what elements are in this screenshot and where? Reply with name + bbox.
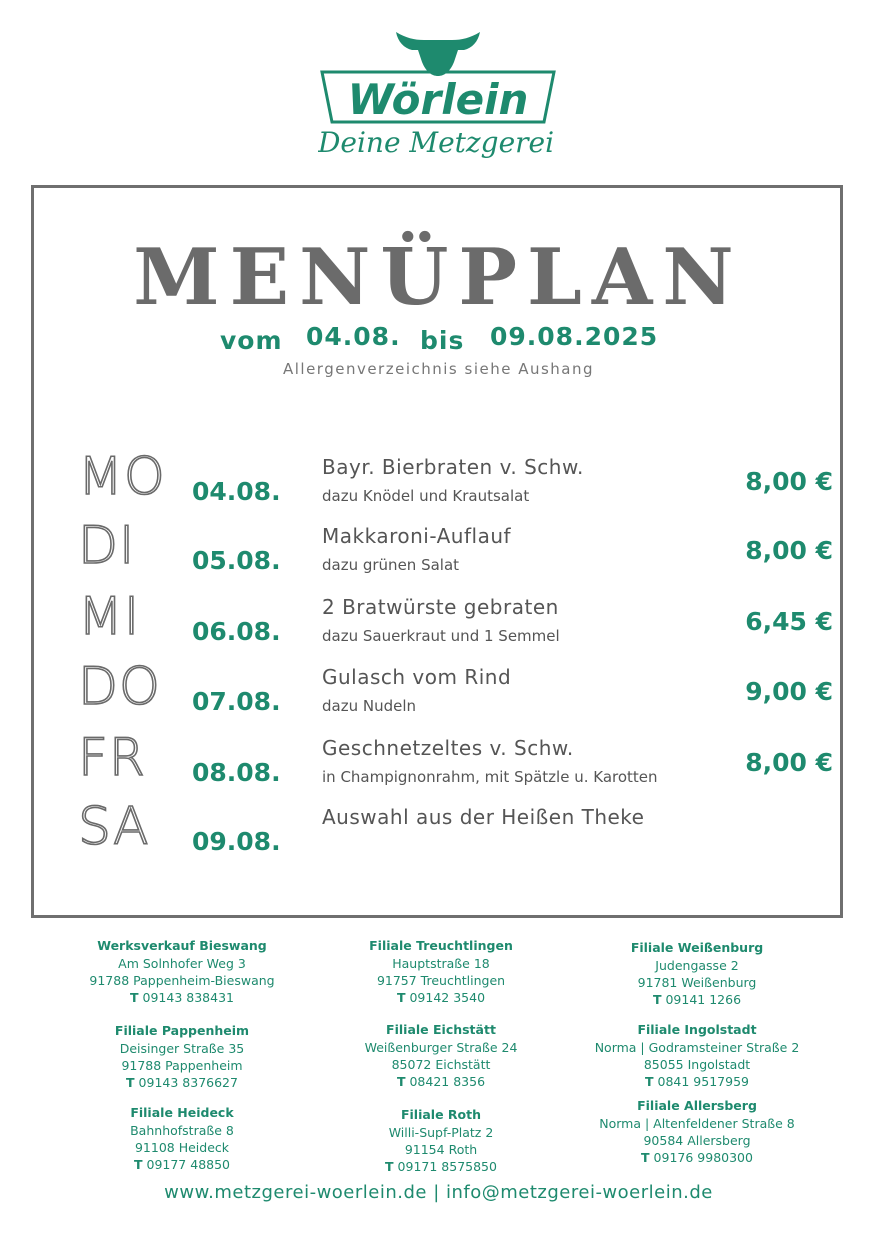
branch-phone [301,1158,581,1175]
phone-prefix: T [641,1150,650,1165]
dish-side: dazu Nudeln [322,697,417,715]
day-abbr: FR [78,728,147,788]
dish-price: 8,00 € [745,536,833,565]
dish-side: dazu Sauerkraut und 1 Semmel [322,627,560,645]
phone-number: 08421 8356 [409,1074,486,1089]
dish-name: 2 Bratwürste gebraten [322,595,559,619]
dish-name: Geschnetzeltes v. Schw. [322,736,574,760]
logo-tagline: Deine Metzgerei [318,126,555,159]
dish-name: Auswahl aus der Heißen Theke [322,805,645,829]
branch-phone [42,1074,322,1091]
branch-name: Filiale Heideck [130,1105,234,1120]
phone-number: 09143 8376627 [138,1075,238,1090]
date-range-start: 04.08. [306,322,401,351]
woerlein-logo [318,28,558,178]
dish-side: dazu grünen Salat [322,556,460,574]
phone-prefix: T [652,992,662,1007]
branch-city: 85072 Eichstätt [391,1057,491,1072]
phone-prefix: T [133,1157,143,1172]
logo-wordmark: Wörlein [347,75,529,124]
day-date: 04.08. [192,477,281,506]
branch-city: 91154 Roth [404,1142,478,1157]
branch-name: Filiale Treuchtlingen [369,938,513,953]
branch-card [42,1104,322,1173]
branch-phone [42,989,322,1006]
branch-name: Filiale Ingolstadt [637,1022,757,1037]
branch-name: Filiale Roth [400,1107,482,1122]
branch-card [557,939,837,1008]
branch-street: Deisinger Straße 35 [119,1041,245,1056]
phone-number: 09141 1266 [665,992,742,1007]
branch-name: Filiale Weißenburg [630,940,764,955]
branch-street: Am Solnhofer Weg 3 [118,956,246,971]
branch-card [301,1106,581,1175]
branch-street: Judengasse 2 [655,958,739,973]
dish-price: 8,00 € [745,467,833,496]
day-abbr: MO [78,447,166,507]
dish-side: dazu Knödel und Krautsalat [322,487,530,505]
phone-prefix: T [126,1075,135,1090]
branch-card [42,1022,322,1091]
phone-prefix: T [396,1074,406,1089]
phone-number: 09176 9980300 [653,1150,753,1165]
branch-city: 90584 Allersberg [643,1133,751,1148]
branch-street: Willi-Supf-Platz 2 [388,1125,494,1140]
branch-name: Filiale Pappenheim [114,1023,250,1038]
dish-side: in Champignonrahm, mit Spätzle u. Karotten [322,768,658,786]
menu-row [0,728,877,806]
date-range-vom: vom [220,326,283,355]
phone-prefix: T [645,1074,654,1089]
day-abbr: DO [78,657,161,717]
branch-phone [557,1149,837,1166]
dish-name: Gulasch vom Rind [322,665,512,689]
day-date: 09.08. [192,827,281,856]
branch-phone [301,989,581,1006]
dish-price: 6,45 € [745,607,833,636]
branch-street: Bahnhofstraße 8 [130,1123,234,1138]
dish-name: Bayr. Bierbraten v. Schw. [322,455,584,479]
branch-street: Weißenburger Straße 24 [364,1040,518,1055]
day-abbr: MI [78,587,141,647]
dish-price: 9,00 € [745,677,833,706]
menu-title: MENÜPLAN [133,232,744,323]
phone-number: 09143 838431 [142,990,234,1005]
contact-links[interactable]: www.metzgerei-woerlein.de | info@metzgerei-woerlein.de [164,1182,713,1203]
branch-card [557,1097,837,1166]
phone-number: 09177 48850 [146,1157,231,1172]
branch-street: Norma | Godramsteiner Straße 2 [594,1040,800,1055]
phone-number: 0841 9517959 [657,1074,749,1089]
day-date: 05.08. [192,546,281,575]
phone-prefix: T [130,990,139,1005]
day-date: 07.08. [192,687,281,716]
branch-phone [557,991,837,1008]
branch-city: 91781 Weißenburg [637,975,757,990]
branch-card [557,1021,837,1090]
dish-name: Makkaroni-Auflauf [322,524,512,548]
branch-street: Hauptstraße 18 [392,956,490,971]
branch-name: Filiale Allersberg [637,1098,757,1113]
branch-city: 85055 Ingolstadt [643,1057,751,1072]
day-date: 08.08. [192,758,281,787]
menu-row [0,587,877,665]
branch-phone [42,1156,322,1173]
date-range-end: 09.08.2025 [490,322,659,351]
phone-prefix: T [385,1159,394,1174]
dish-price: 8,00 € [745,748,833,777]
branch-name: Filiale Eichstätt [386,1022,496,1037]
day-abbr: SA [78,797,150,857]
menu-row [0,657,877,735]
phone-number: 09171 8575850 [397,1159,497,1174]
phone-prefix: T [396,990,406,1005]
day-date: 06.08. [192,617,281,646]
branch-card [301,937,581,1006]
phone-number: 09142 3540 [409,990,486,1005]
branch-card [42,937,322,1006]
menu-row [0,447,877,525]
menu-row [0,516,877,594]
branch-city: 91788 Pappenheim [121,1058,243,1073]
branch-city: 91757 Treuchtlingen [376,973,506,988]
menu-row [0,797,877,875]
date-range-bis: bis [420,326,465,355]
branch-card [301,1021,581,1090]
branch-street: Norma | Altenfeldener Straße 8 [599,1116,795,1131]
branch-name: Werksverkauf Bieswang [97,938,267,953]
branch-city: 91108 Heideck [134,1140,230,1155]
branch-phone [557,1073,837,1090]
day-abbr: DI [78,516,136,576]
allergen-note: Allergenverzeichnis siehe Aushang [282,360,595,378]
branch-phone [301,1073,581,1090]
branch-city: 91788 Pappenheim-Bieswang [89,973,275,988]
